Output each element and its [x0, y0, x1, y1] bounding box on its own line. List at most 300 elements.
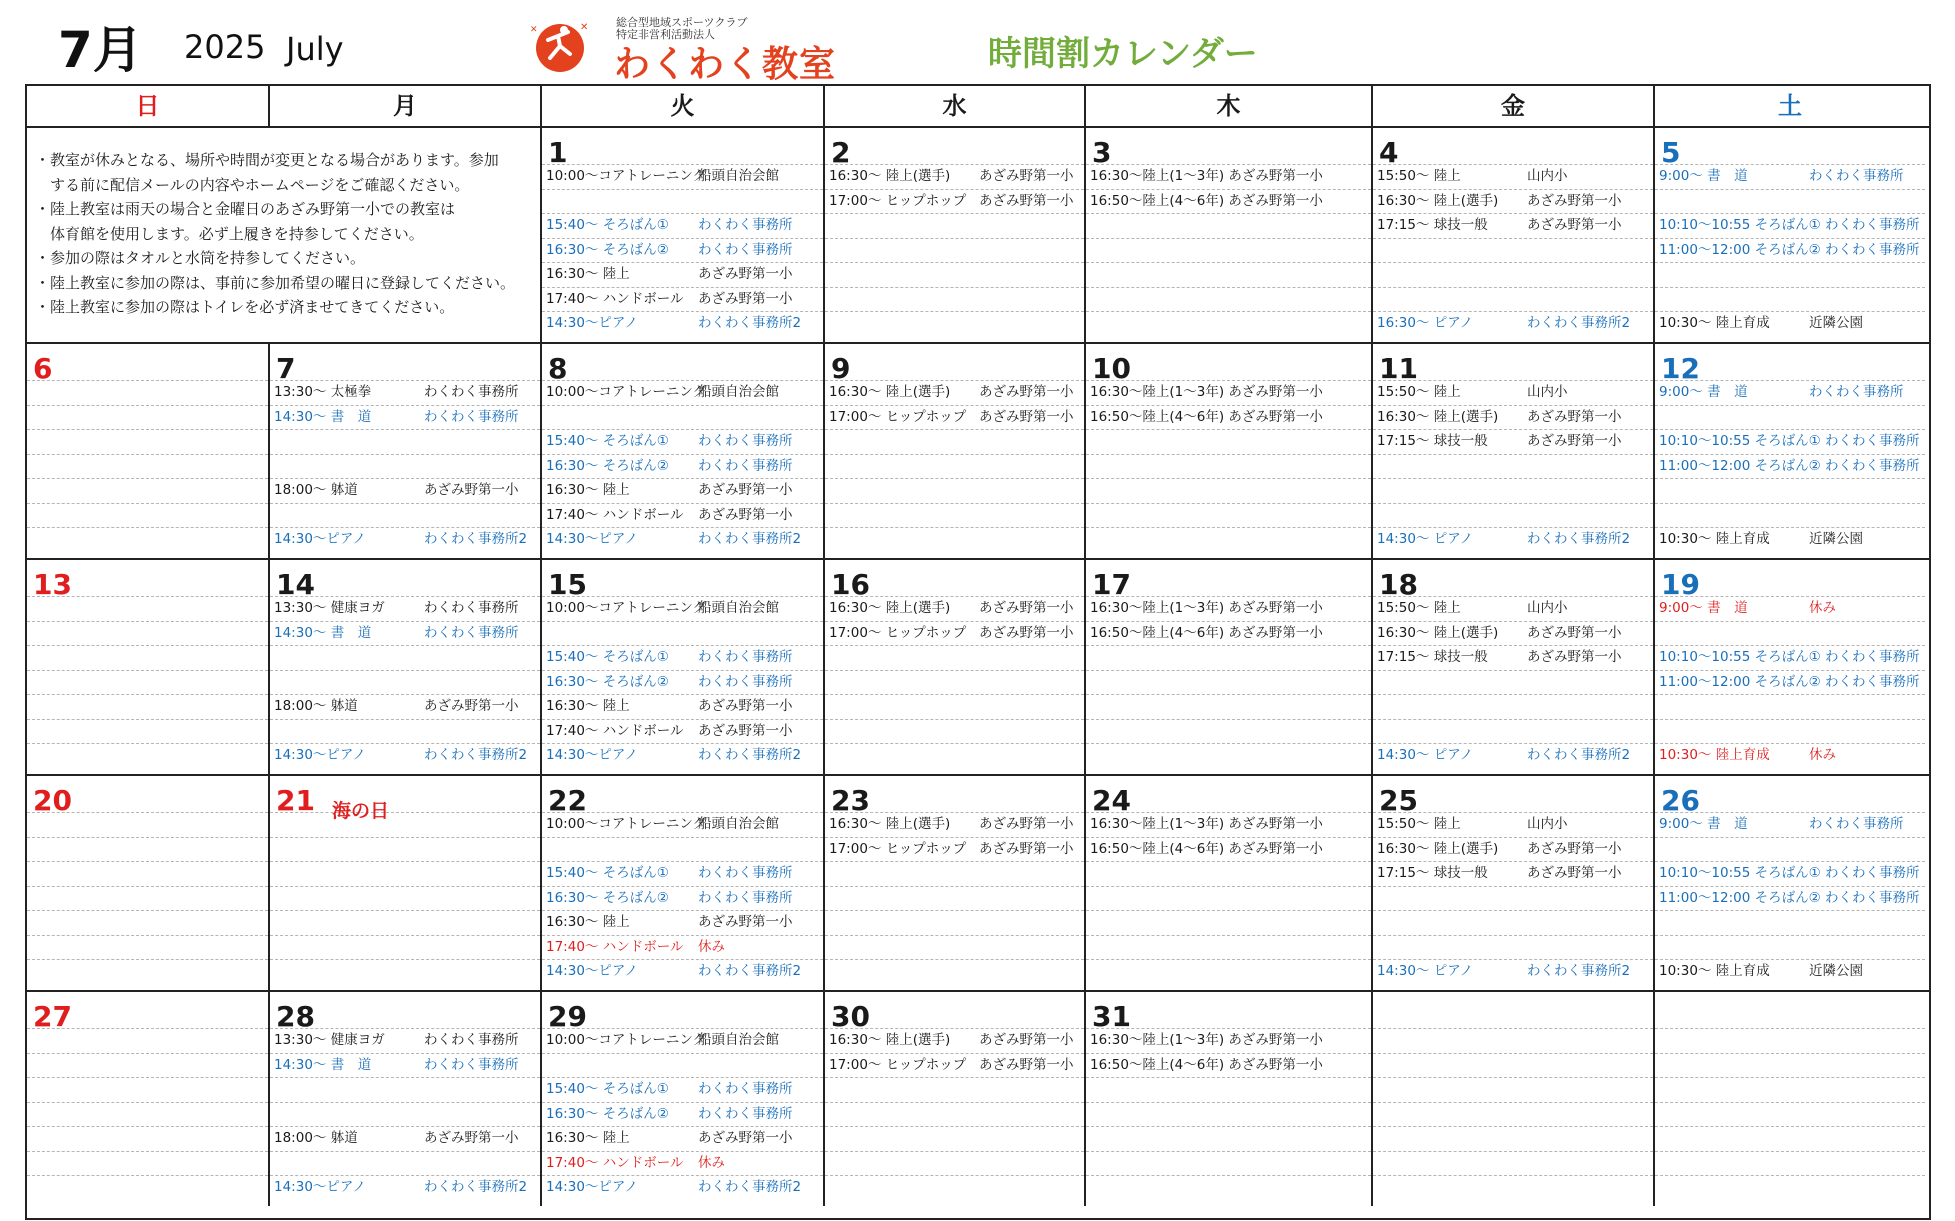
- class-location: わくわく事務所: [698, 865, 793, 881]
- day-cell: [825, 560, 1086, 774]
- class-time-name: 16:30～陸上(1～3年) あざみ野第一小: [1090, 168, 1323, 184]
- row-divider: [542, 621, 823, 622]
- class-entry: [1377, 191, 1651, 211]
- class-location: 山内小: [1527, 168, 1568, 184]
- class-location: あざみ野第一小: [698, 290, 793, 307]
- notice-line: ・陸上教室に参加の際はトイレを必ず済ませてきてください。: [35, 298, 455, 316]
- class-location: あざみ野第一小: [424, 1130, 519, 1146]
- row-divider: [825, 1151, 1084, 1152]
- class-location: 近隣公園: [1809, 315, 1863, 331]
- row-divider: [1086, 959, 1371, 960]
- day-number: 9: [831, 352, 851, 385]
- calendar-week: [27, 992, 1929, 1208]
- class-entry: [274, 745, 538, 765]
- day-number: 30: [831, 1000, 870, 1033]
- row-divider: [825, 719, 1084, 720]
- row-divider: [542, 527, 823, 528]
- row-divider: [542, 189, 823, 190]
- row-divider: [270, 719, 540, 720]
- class-entry: [1377, 961, 1651, 981]
- class-time-name: 14:30～ 書 道: [274, 1056, 372, 1073]
- row-divider: [1373, 287, 1653, 288]
- row-divider: [1373, 213, 1653, 214]
- notice-line: ・参加の際はタオルと水筒を持参してください。: [35, 249, 366, 267]
- row-divider: [542, 311, 823, 312]
- class-location: あざみ野第一小: [1527, 217, 1622, 233]
- row-divider: [27, 935, 268, 936]
- class-time-name: 16:30～ 陸上: [546, 1130, 630, 1146]
- row-divider: [270, 1102, 540, 1103]
- row-divider: [270, 1126, 540, 1127]
- row-divider: [1373, 886, 1653, 887]
- class-time-name: 16:30～ 陸上(選手): [829, 384, 951, 400]
- class-time-name: 17:40～ ハンドボール: [546, 506, 684, 523]
- row-divider: [542, 405, 823, 406]
- row-divider: [1655, 910, 1925, 911]
- class-time-name: 14:30～ピアノ: [546, 315, 638, 331]
- row-divider: [1086, 189, 1371, 190]
- row-divider: [825, 670, 1084, 671]
- row-divider: [270, 959, 540, 960]
- day-number: 6: [33, 352, 53, 385]
- day-cell: [1086, 344, 1373, 558]
- row-divider: [1373, 910, 1653, 911]
- year-label: 2025: [184, 28, 266, 66]
- class-entry: [546, 672, 821, 692]
- row-divider: [27, 861, 268, 862]
- row-divider: [27, 645, 268, 646]
- day-number: 8: [548, 352, 568, 385]
- class-entry: [546, 289, 821, 309]
- class-location: わくわく事務所2: [424, 747, 528, 763]
- class-location: 近隣公園: [1809, 531, 1863, 547]
- class-entry: [546, 863, 821, 883]
- row-divider: [1373, 621, 1653, 622]
- class-location: わくわく事務所: [698, 241, 793, 258]
- class-location: 船頭自治会館: [698, 168, 779, 184]
- row-divider: [825, 478, 1084, 479]
- row-divider: [27, 503, 268, 504]
- class-entry: [1377, 166, 1651, 186]
- row-divider: [1655, 189, 1925, 190]
- class-time-name: 18:00～ 躰道: [274, 1130, 358, 1146]
- row-divider: [1373, 189, 1653, 190]
- day-number: 29: [548, 1000, 587, 1033]
- holiday-label: 海の日: [332, 800, 390, 822]
- class-entry: [546, 1153, 821, 1173]
- class-time-name: 16:30～ 陸上(選手): [1377, 408, 1499, 425]
- class-time-name: 10:00～コアトレーニング: [546, 168, 707, 184]
- row-divider: [27, 1151, 268, 1152]
- class-entry: [274, 1055, 538, 1075]
- class-location: わくわく事務所2: [1527, 531, 1631, 547]
- day-cell: [1655, 128, 1925, 342]
- row-divider: [270, 1077, 540, 1078]
- row-divider: [270, 886, 540, 887]
- row-divider: [825, 1077, 1084, 1078]
- class-location: わくわく事務所: [424, 384, 519, 400]
- row-divider: [27, 1175, 268, 1176]
- class-time-name: 16:30～ 陸上(選手): [829, 816, 951, 832]
- row-divider: [825, 694, 1084, 695]
- class-location: あざみ野第一小: [979, 192, 1074, 209]
- class-location: わくわく事務所: [424, 408, 519, 425]
- row-divider: [1086, 454, 1371, 455]
- day-number: 4: [1379, 136, 1399, 169]
- row-divider: [1655, 621, 1925, 622]
- day-number: 23: [831, 784, 870, 817]
- day-number: 15: [548, 568, 587, 601]
- row-divider: [542, 694, 823, 695]
- row-divider: [542, 670, 823, 671]
- class-entry: [274, 480, 538, 500]
- row-divider: [1655, 1175, 1925, 1176]
- row-divider: [27, 910, 268, 911]
- row-divider: [1373, 164, 1653, 165]
- weekday-label: 月: [270, 86, 542, 126]
- class-time-name: 17:15～ 球技一般: [1377, 865, 1488, 881]
- class-time-name: 10:10～10:55 そろばん① わくわく事務所: [1659, 433, 1920, 449]
- row-divider: [825, 1102, 1084, 1103]
- class-time-name: 17:00～ ヒップホップ: [829, 624, 967, 641]
- weekday-label: 水: [825, 86, 1086, 126]
- class-location: 船頭自治会館: [698, 384, 779, 400]
- class-location: あざみ野第一小: [979, 384, 1074, 400]
- row-divider: [1655, 213, 1925, 214]
- class-location: あざみ野第一小: [979, 600, 1074, 616]
- day-cell: [1655, 560, 1925, 774]
- class-time-name: 14:30～ピアノ: [546, 747, 638, 763]
- class-time-name: 14:30～ 書 道: [274, 624, 372, 641]
- row-divider: [270, 1175, 540, 1176]
- svg-text:✕: ✕: [530, 25, 538, 35]
- row-divider: [1086, 1175, 1371, 1176]
- class-entry: [546, 1030, 821, 1050]
- class-location: あざみ野第一小: [424, 482, 519, 498]
- row-divider: [825, 454, 1084, 455]
- day-number: 10: [1092, 352, 1131, 385]
- runner-logo-icon: [528, 18, 598, 74]
- org-name: わくわく教室: [614, 44, 837, 85]
- class-entry: [546, 647, 821, 667]
- row-divider: [1086, 645, 1371, 646]
- class-location: わくわく事務所2: [698, 531, 802, 547]
- day-number: 14: [276, 568, 315, 601]
- day-cell: [542, 560, 825, 774]
- class-location: 休み: [1809, 600, 1836, 616]
- class-time-name: 16:30～ 陸上(選手): [1377, 624, 1499, 641]
- class-entry: [546, 814, 821, 834]
- class-entry: [546, 431, 821, 451]
- day-number: 17: [1092, 568, 1131, 601]
- class-location: わくわく事務所: [1809, 816, 1904, 832]
- day-number: 21: [276, 784, 315, 817]
- class-entry: [1090, 191, 1369, 211]
- class-location: わくわく事務所: [424, 624, 519, 641]
- row-divider: [825, 837, 1084, 838]
- row-divider: [1655, 238, 1925, 239]
- row-divider: [270, 454, 540, 455]
- row-divider: [27, 1102, 268, 1103]
- org-subtitle-2: 特定非営利活動法人: [616, 28, 715, 41]
- class-entry: [1377, 745, 1651, 765]
- class-location: あざみ野第一小: [979, 408, 1074, 425]
- class-location: 休み: [1809, 747, 1836, 763]
- day-number: 31: [1092, 1000, 1131, 1033]
- row-divider: [1086, 910, 1371, 911]
- row-divider: [825, 886, 1084, 887]
- row-divider: [542, 380, 823, 381]
- row-divider: [27, 959, 268, 960]
- row-divider: [825, 645, 1084, 646]
- class-entry: [274, 407, 538, 427]
- day-cell: [27, 344, 270, 558]
- row-divider: [1373, 238, 1653, 239]
- class-time-name: 15:40～ そろばん①: [546, 649, 669, 665]
- class-location: 山内小: [1527, 816, 1568, 832]
- class-time-name: 16:30～ 陸上: [546, 698, 630, 714]
- row-divider: [825, 1175, 1084, 1176]
- class-time-name: 11:00～12:00 そろばん② わくわく事務所: [1659, 241, 1920, 258]
- row-divider: [27, 380, 268, 381]
- class-time-name: 16:30～ 陸上(選手): [829, 600, 951, 616]
- class-time-name: 16:30～ 陸上(選手): [829, 168, 951, 184]
- row-divider: [1373, 1053, 1653, 1054]
- class-entry: [1659, 456, 1923, 476]
- class-time-name: 11:00～12:00 そろばん② わくわく事務所: [1659, 889, 1920, 906]
- class-time-name: 17:40～ ハンドボール: [546, 290, 684, 307]
- row-divider: [270, 861, 540, 862]
- class-time-name: 10:10～10:55 そろばん① わくわく事務所: [1659, 217, 1920, 233]
- class-location: 休み: [698, 938, 725, 955]
- row-divider: [542, 1151, 823, 1152]
- class-time-name: 9:00～ 書 道: [1659, 600, 1748, 616]
- class-location: あざみ野第一小: [424, 698, 519, 714]
- row-divider: [542, 429, 823, 430]
- class-time-name: 15:50～ 陸上: [1377, 168, 1461, 184]
- class-entry: [546, 529, 821, 549]
- class-location: わくわく事務所: [424, 600, 519, 616]
- class-time-name: 14:30～ ピアノ: [1377, 963, 1474, 979]
- notice-line: する前に配信メールの内容やホームページをご確認ください。: [35, 175, 470, 194]
- row-divider: [1086, 478, 1371, 479]
- row-divider: [542, 1077, 823, 1078]
- calendar-header: [0, 0, 1955, 84]
- row-divider: [270, 837, 540, 838]
- class-time-name: 14:30～ 書 道: [274, 408, 372, 425]
- class-location: 休み: [698, 1154, 725, 1171]
- row-divider: [542, 454, 823, 455]
- class-time-name: 17:40～ ハンドボール: [546, 722, 684, 739]
- class-entry: [829, 839, 1082, 859]
- class-time-name: 14:30～ピアノ: [546, 963, 638, 979]
- row-divider: [1655, 645, 1925, 646]
- day-cell: [1373, 992, 1655, 1206]
- class-time-name: 13:30～ 健康ヨガ: [274, 1032, 385, 1048]
- class-time-name: 17:40～ ハンドボール: [546, 1154, 684, 1171]
- row-divider: [1373, 1077, 1653, 1078]
- notice-line: ・教室が休みとなる、場所や時間が変更となる場合があります。参加: [35, 151, 499, 169]
- day-number: 1: [548, 136, 568, 169]
- notice-line: ・陸上教室は雨天の場合と金曜日のあざみ野第一小での教室は: [35, 200, 456, 218]
- day-cell: [542, 128, 825, 342]
- class-location: あざみ野第一小: [698, 266, 793, 282]
- class-time-name: 15:40～ そろばん①: [546, 1081, 669, 1097]
- class-time-name: 10:30～ 陸上育成: [1659, 531, 1770, 547]
- row-divider: [270, 503, 540, 504]
- row-divider: [825, 910, 1084, 911]
- class-location: あざみ野第一小: [979, 624, 1074, 641]
- row-divider: [1655, 743, 1925, 744]
- class-entry: [1090, 814, 1369, 834]
- class-time-name: 15:40～ そろばん①: [546, 433, 669, 449]
- day-cell: [27, 776, 270, 990]
- class-time-name: 16:50～陸上(4～6年) あざみ野第一小: [1090, 408, 1323, 425]
- class-location: わくわく事務所2: [1527, 963, 1631, 979]
- class-entry: [1090, 598, 1369, 618]
- class-time-name: 17:15～ 球技一般: [1377, 217, 1488, 233]
- day-number: 13: [33, 568, 72, 601]
- row-divider: [270, 621, 540, 622]
- weekday-label: 火: [542, 86, 825, 126]
- row-divider: [1373, 478, 1653, 479]
- day-cell: [1086, 776, 1373, 990]
- row-divider: [825, 527, 1084, 528]
- notice-text: [35, 148, 515, 320]
- day-number: 11: [1379, 352, 1418, 385]
- row-divider: [542, 719, 823, 720]
- class-time-name: 17:15～ 球技一般: [1377, 649, 1488, 665]
- class-entry: [1377, 623, 1651, 643]
- class-entry: [1090, 1030, 1369, 1050]
- row-divider: [1086, 213, 1371, 214]
- class-entry: [1090, 1055, 1369, 1075]
- class-location: あざみ野第一小: [1527, 865, 1622, 881]
- class-entry: [546, 696, 821, 716]
- row-divider: [542, 1126, 823, 1127]
- row-divider: [1373, 429, 1653, 430]
- class-entry: [1090, 166, 1369, 186]
- row-divider: [1655, 478, 1925, 479]
- row-divider: [270, 670, 540, 671]
- row-divider: [1086, 743, 1371, 744]
- row-divider: [270, 380, 540, 381]
- row-divider: [825, 189, 1084, 190]
- class-time-name: 13:30～ 太極拳: [274, 384, 372, 400]
- weekday-label: 日: [27, 86, 270, 126]
- row-divider: [542, 910, 823, 911]
- class-entry: [1659, 313, 1923, 333]
- row-divider: [1655, 527, 1925, 528]
- class-location: わくわく事務所: [1809, 168, 1904, 184]
- row-divider: [542, 861, 823, 862]
- row-divider: [1655, 837, 1925, 838]
- row-divider: [27, 527, 268, 528]
- class-location: わくわく事務所: [698, 673, 793, 690]
- class-location: わくわく事務所: [424, 1032, 519, 1048]
- class-entry: [1090, 839, 1369, 859]
- class-time-name: 17:15～ 球技一般: [1377, 433, 1488, 449]
- row-divider: [1655, 1077, 1925, 1078]
- row-divider: [270, 527, 540, 528]
- class-entry: [1659, 215, 1923, 235]
- row-divider: [825, 405, 1084, 406]
- calendar-week: [27, 560, 1929, 776]
- class-location: わくわく事務所2: [698, 963, 802, 979]
- class-entry: [546, 1079, 821, 1099]
- class-time-name: 16:30～ そろばん②: [546, 241, 669, 258]
- class-time-name: 17:40～ ハンドボール: [546, 938, 684, 955]
- row-divider: [270, 910, 540, 911]
- row-divider: [1373, 527, 1653, 528]
- day-cell: [1373, 776, 1655, 990]
- row-divider: [1086, 1053, 1371, 1054]
- row-divider: [1086, 719, 1371, 720]
- row-divider: [27, 743, 268, 744]
- row-divider: [825, 959, 1084, 960]
- class-entry: [1377, 407, 1651, 427]
- class-location: わくわく事務所: [698, 889, 793, 906]
- class-location: あざみ野第一小: [1527, 840, 1622, 857]
- class-entry: [829, 382, 1082, 402]
- class-time-name: 13:30～ 健康ヨガ: [274, 600, 385, 616]
- row-divider: [1373, 719, 1653, 720]
- row-divider: [1373, 1175, 1653, 1176]
- class-location: あざみ野第一小: [698, 506, 793, 523]
- class-entry: [546, 382, 821, 402]
- class-entry: [829, 407, 1082, 427]
- row-divider: [542, 262, 823, 263]
- class-entry: [546, 888, 821, 908]
- row-divider: [1655, 886, 1925, 887]
- row-divider: [270, 1151, 540, 1152]
- class-entry: [546, 240, 821, 260]
- row-divider: [27, 886, 268, 887]
- row-divider: [825, 935, 1084, 936]
- class-entry: [1377, 382, 1651, 402]
- calendar-week: [27, 128, 1929, 344]
- weekday-label: 木: [1086, 86, 1373, 126]
- day-cell: [1086, 128, 1373, 342]
- class-entry: [1377, 814, 1651, 834]
- day-number: 5: [1661, 136, 1681, 169]
- day-number: 26: [1661, 784, 1700, 817]
- class-entry: [1090, 382, 1369, 402]
- row-divider: [1373, 262, 1653, 263]
- row-divider: [1086, 1102, 1371, 1103]
- class-time-name: 10:10～10:55 そろばん① わくわく事務所: [1659, 865, 1920, 881]
- class-time-name: 10:30～ 陸上育成: [1659, 963, 1770, 979]
- class-location: あざみ野第一小: [698, 482, 793, 498]
- row-divider: [542, 1053, 823, 1054]
- class-time-name: 11:00～12:00 そろばん② わくわく事務所: [1659, 457, 1920, 474]
- row-divider: [825, 213, 1084, 214]
- class-entry: [1659, 961, 1923, 981]
- row-divider: [1086, 238, 1371, 239]
- day-cell: [1373, 128, 1655, 342]
- class-entry: [1377, 863, 1651, 883]
- class-time-name: 17:00～ ヒップホップ: [829, 840, 967, 857]
- row-divider: [1373, 861, 1653, 862]
- row-divider: [27, 429, 268, 430]
- notes-cell: [27, 128, 542, 342]
- row-divider: [825, 1053, 1084, 1054]
- class-entry: [829, 191, 1082, 211]
- class-location: 船頭自治会館: [698, 600, 779, 616]
- class-time-name: 15:50～ 陸上: [1377, 816, 1461, 832]
- class-location: わくわく事務所2: [424, 531, 528, 547]
- class-location: あざみ野第一小: [979, 1056, 1074, 1073]
